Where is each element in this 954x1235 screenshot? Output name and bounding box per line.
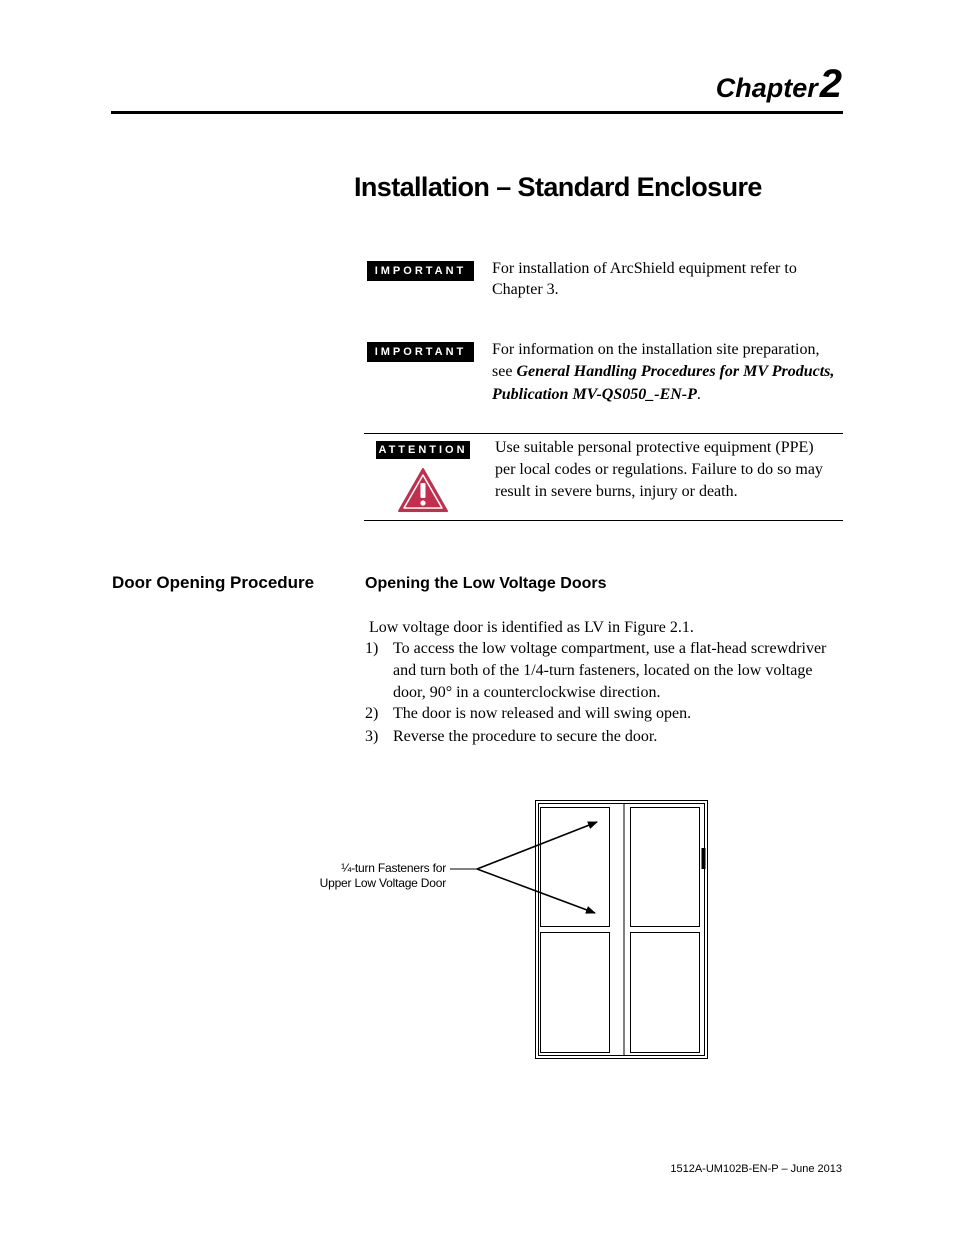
step-item — [365, 726, 835, 748]
callout-line: ¼-turn Fasteners for — [341, 861, 446, 875]
lower-right-door — [631, 933, 700, 1053]
attention-top-rule — [364, 433, 843, 434]
note-text-prefix: see — [492, 363, 517, 380]
step-item — [365, 703, 835, 725]
attention-bottom-rule — [364, 520, 843, 521]
door-handle — [702, 848, 706, 869]
enclosure-diagram — [440, 795, 720, 1065]
intro-paragraph: Low voltage door is identified as LV in Figure 2.1. — [369, 619, 694, 636]
publication-reference: General Handling Procedures for MV Products, — [516, 363, 835, 380]
attention-badge: ATTENTION — [376, 441, 470, 459]
chapter-number: 2 — [819, 62, 842, 106]
chapter-word: Chapter — [715, 73, 818, 103]
publication-number: Publication MV-QS050_-EN-P — [492, 386, 697, 403]
important-note-1 — [492, 258, 842, 300]
footer-publication: 1512A-UM102B-EN-P – June 2013 — [670, 1163, 842, 1175]
note-line: For installation of ArcShield equipment refer to — [492, 260, 797, 277]
chapter-heading — [716, 62, 842, 107]
fastener-arrow-upper — [477, 822, 597, 869]
step-item — [365, 638, 835, 704]
important-badge: IMPORTANT — [367, 261, 474, 281]
step-number: 3) — [365, 728, 379, 745]
page-title: Installation – Standard Enclosure — [354, 172, 762, 202]
figure-callout-label — [300, 861, 446, 891]
callout-line: Upper Low Voltage Door — [319, 876, 446, 890]
important-note-2 — [492, 339, 842, 406]
step-text: To access the low voltage compartment, use a flat-head screwdriver and turn both of the 1/4-turn fasteners, located on the low voltage door, 90° in a counterclockwise direction. — [393, 640, 827, 701]
lower-left-door — [541, 933, 610, 1053]
step-number: 2) — [365, 705, 379, 722]
note-line: Use suitable personal protective equipment (PPE) — [495, 439, 814, 456]
note-line: per local codes or regulations. Failure to do so may — [495, 461, 823, 478]
enclosure-inner-frame — [539, 804, 705, 1056]
sub-heading: Opening the Low Voltage Doors — [365, 575, 607, 592]
enclosure-outer-frame — [536, 801, 708, 1059]
section-heading: Door Opening Procedure — [112, 573, 315, 592]
upper-low-voltage-door — [541, 808, 610, 927]
step-number: 1) — [365, 640, 379, 657]
upper-right-door — [631, 808, 700, 927]
note-line: result in severe burns, injury or death. — [495, 483, 738, 500]
warning-triangle-icon — [397, 466, 449, 514]
important-badge: IMPORTANT — [367, 342, 474, 362]
note-text-suffix: . — [696, 386, 701, 403]
attention-note — [495, 437, 841, 503]
note-line: Chapter 3. — [492, 281, 559, 298]
step-text: Reverse the procedure to secure the door. — [393, 728, 658, 745]
step-text: The door is now released and will swing open. — [393, 705, 692, 722]
note-line: For information on the installation site preparation, — [492, 341, 820, 358]
chapter-rule — [111, 111, 843, 114]
